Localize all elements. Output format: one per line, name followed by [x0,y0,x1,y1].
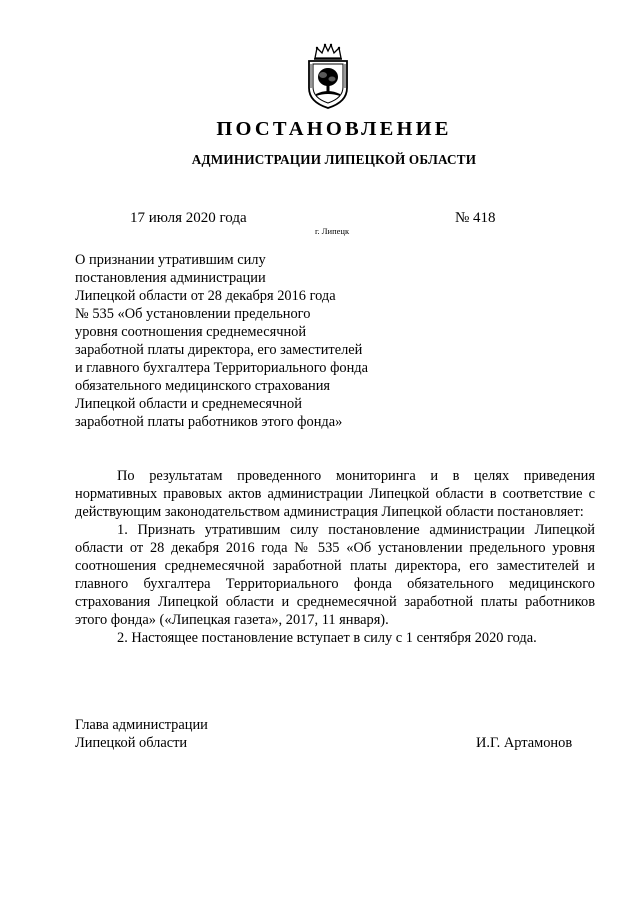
document-type-title: ПОСТАНОВЛЕНИЕ [216,118,452,140]
subject-line: Липецкой области от 28 декабря 2016 года [75,288,336,304]
preamble-paragraph: По результатам проведенного мониторинга и в целях приведения нормативных правовых актов администрации Липецкой области в соответствие с действующим законодательством администрация Липецкой области постановляет: [75,468,595,520]
emblem [303,42,353,110]
signer-position-line: Липецкой области [75,735,188,751]
subject-line: уровня соотношения среднемесячной [75,324,307,340]
signer-position-line: Глава администрации [75,717,208,733]
subject-line: О признании утратившим силу [75,252,266,268]
item-1-paragraph: 1. Признать утратившим силу постановление администрации Липецкой области от 28 декабря 2016 года № 535 «Об установлении предельного уровня соотношения среднемесячной заработной платы директора, его заместителей и главного бухгалтера Территориального фонда обязательного медицинского страхования Липецкой области и среднемесячной заработной платы работников этого фонда» («Липецкая газета», 2017, 11 января). [75,522,595,628]
document-number: № 418 [455,210,496,226]
issuer-title: АДМИНИСТРАЦИИ ЛИПЕЦКОЙ ОБЛАСТИ [191,152,477,167]
subject-line: постановления администрации [75,270,266,286]
subject-line: обязательного медицинского страхования [75,378,331,394]
document-date: 17 июля 2020 года [130,210,247,226]
document-place: г. Липецк [315,226,350,236]
document-body [75,467,595,647]
subject-block [75,251,405,431]
subject-line: Липецкой области и среднемесячной [75,396,302,412]
item-2-paragraph: 2. Настоящее постановление вступает в силу с 1 сентября 2020 года. [117,630,537,646]
signer-name: И.Г. Артамонов [476,735,573,751]
subject-line: заработной платы директора, его заместителей [75,342,363,358]
coat-of-arms-icon [303,42,353,110]
subject-line: и главного бухгалтера Территориального фонда [75,360,369,376]
signer-position [75,716,208,752]
crown-shape [315,45,341,58]
subject-line: № 535 «Об установлении предельного [75,306,311,322]
subject-line: заработной платы работников этого фонда» [75,414,343,430]
